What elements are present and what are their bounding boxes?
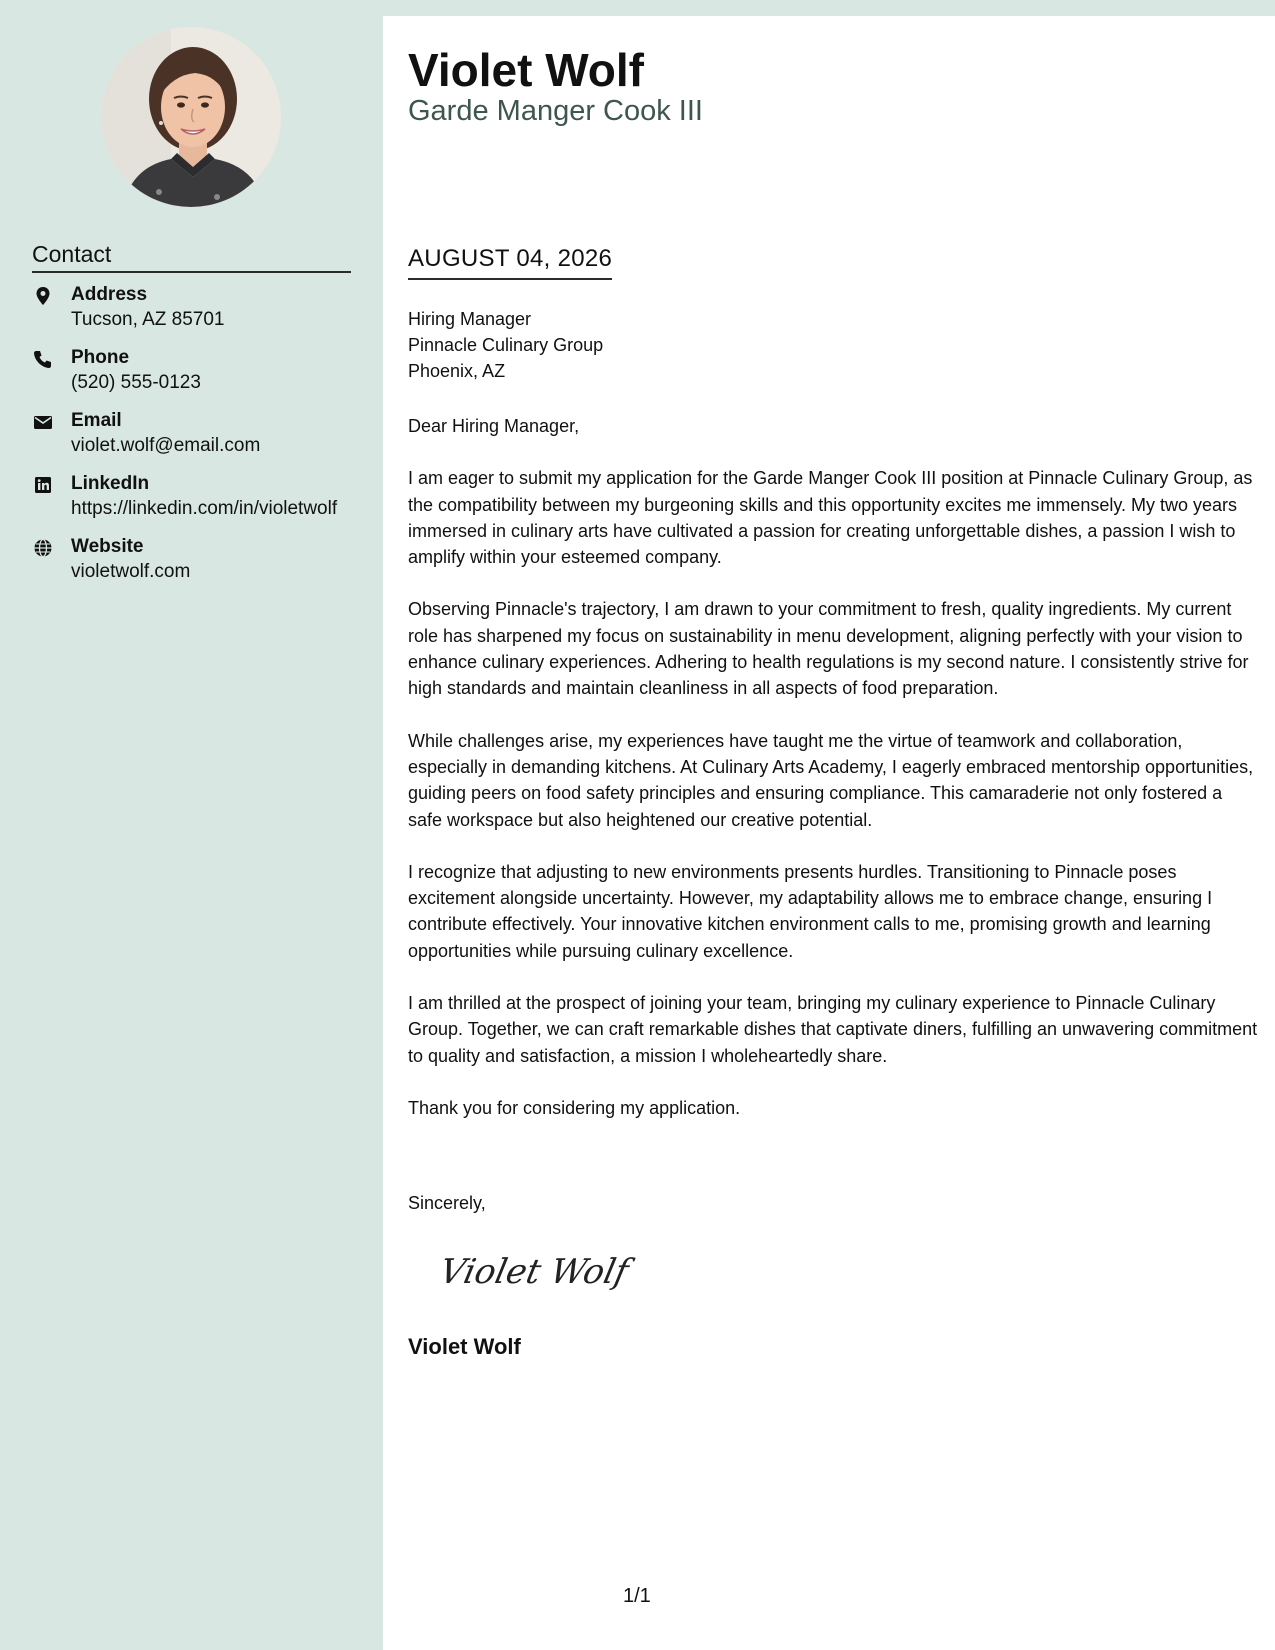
linkedin-icon [32, 474, 54, 496]
job-title: Garde Manger Cook III [408, 95, 703, 127]
sidebar [0, 0, 383, 1650]
contact-label: Phone [71, 347, 130, 368]
contact-label: Address [71, 284, 148, 305]
body-paragraph: I recognize that adjusting to new environments presents hurdles. Transitioning to Pinnacle poses excitement alongside uncertainty. However, my adaptability allows me to embrace change, ensuring I contribute effectively. Your innovative kitchen environment calls to me, promising growth and learning opportunities while pursuing culinary excellence. [408, 861, 1213, 961]
contact-item-linkedin [32, 472, 372, 535]
recipient-title: Hiring Manager [408, 309, 532, 329]
applicant-name: Violet Wolf [408, 44, 644, 96]
contact-email-value[interactable]: violet.wolf@email.com [71, 435, 261, 456]
envelope-icon [32, 411, 54, 433]
contact-label: LinkedIn [71, 473, 150, 494]
body-paragraph: Observing Pinnacle's trajectory, I am drawn to your commitment to fresh, quality ingredients. My current role has sharpened my focus on sustainability in menu development, aligning perfectly with your vision to enhance culinary experiences. Adhering to health regulations is my second nature. I consistently strive for high standards and maintain cleanliness in all aspects of food preparation. [408, 599, 1249, 699]
body-paragraph: While challenges arise, my experiences have taught me the virtue of teamwork and collaboration, especially in demanding kitchens. At Culinary Arts Academy, I eagerly embraced mentorship opportunities, guiding peers on food safety principles and ensuring compliance. This camaraderie not only fostered a safe workspace but also heightened our creative potential. [408, 730, 1254, 830]
contact-website-value[interactable]: violetwolf.com [71, 561, 191, 582]
signed-name: Violet Wolf [408, 1334, 521, 1359]
profile-photo [101, 27, 281, 207]
contact-item-email [32, 409, 372, 472]
contact-heading: Contact [32, 240, 351, 273]
recipient-location: Phoenix, AZ [408, 361, 506, 381]
contact-item-address [32, 283, 372, 346]
closing-line: Sincerely, [408, 1193, 486, 1213]
letter-date: AUGUST 04, 2026 [408, 244, 612, 280]
salutation: Dear Hiring Manager, [408, 416, 580, 436]
recipient-block [408, 306, 603, 384]
contact-address-value: Tucson, AZ 85701 [71, 309, 225, 330]
contact-list [32, 283, 372, 598]
phone-icon [32, 348, 54, 370]
contact-item-phone [32, 346, 372, 409]
letter-body [408, 413, 1258, 1147]
body-paragraph: I am thrilled at the prospect of joining your team, bringing my culinary experience to Pinnacle Culinary Group. Together, we can craft remarkable dishes that captivate diners, fulfilling an unwavering commitment to quality and satisfaction, a mission I wholeheartedly share. [408, 993, 1258, 1066]
contact-item-website [32, 535, 372, 598]
body-paragraph: Thank you for considering my application. [408, 1097, 741, 1118]
signature-script-text: Violet Wolf [443, 1252, 632, 1292]
body-paragraph: I am eager to submit my application for the Garde Manger Cook III position at Pinnacle Culinary Group, as the compatibility between my burgeoning skills and this opportunity excites me immensely. My two years immersed in culinary arts have cultivated a passion for creating unforgettable dishes, a passion I wish to amplify within your esteemed company. [408, 468, 1253, 568]
profile-photo-illustration [101, 27, 281, 207]
handwritten-signature [443, 1241, 643, 1301]
recipient-company: Pinnacle Culinary Group [408, 335, 604, 355]
contact-linkedin-value[interactable]: https://linkedin.com/in/violetwolf [71, 498, 338, 519]
contact-phone-value: (520) 555-0123 [71, 372, 201, 393]
letter-body-area [383, 16, 1275, 1650]
page-number: 1/1 [623, 1585, 651, 1607]
globe-icon [32, 537, 54, 559]
location-pin-icon [32, 285, 54, 307]
contact-label: Email [71, 410, 122, 431]
contact-label: Website [71, 536, 144, 557]
